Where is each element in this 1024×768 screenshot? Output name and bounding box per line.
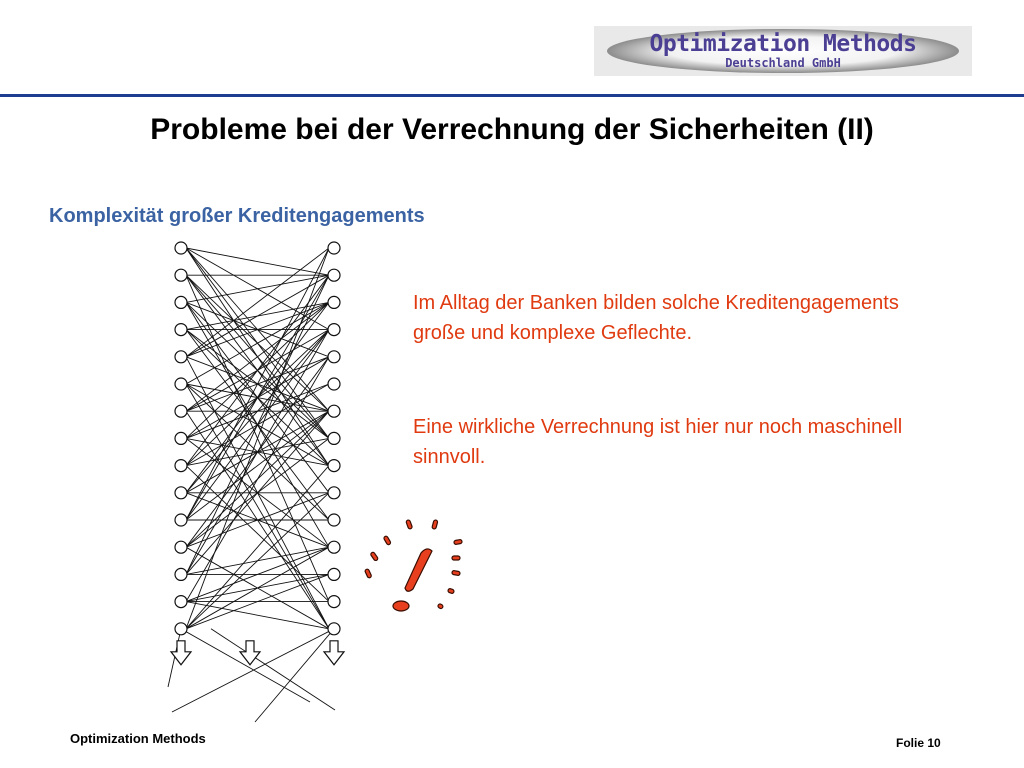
network-edge bbox=[186, 275, 329, 574]
company-logo bbox=[594, 26, 972, 76]
network-edge bbox=[186, 302, 329, 411]
spark-5 bbox=[432, 520, 438, 530]
spark-3 bbox=[383, 536, 391, 546]
network-node-right bbox=[328, 596, 340, 608]
network-node-right bbox=[328, 487, 340, 499]
spark-4 bbox=[406, 520, 413, 530]
logo-subtitle: Deutschland GmbH bbox=[725, 56, 841, 70]
network-edge bbox=[186, 384, 329, 629]
network-node-left bbox=[175, 296, 187, 308]
network-edge bbox=[186, 275, 329, 357]
network-node-right bbox=[328, 351, 340, 363]
network-edge bbox=[186, 466, 329, 629]
network-node-right bbox=[328, 242, 340, 254]
slide-title: Probleme bei der Verrechnung der Sicherheiten (II) bbox=[150, 113, 874, 146]
network-node-left bbox=[175, 623, 187, 635]
body-paragraph-1: Im Alltag der Banken bilden solche Kreditengagements große und komplexe Geflechte. bbox=[413, 292, 899, 344]
network-node-left bbox=[175, 324, 187, 336]
network-node-right bbox=[328, 378, 340, 390]
network-node-left bbox=[175, 514, 187, 526]
network-edge bbox=[186, 302, 329, 384]
spark-6 bbox=[454, 539, 463, 544]
network-node-right bbox=[328, 432, 340, 444]
spark-9 bbox=[447, 588, 454, 594]
header-rule bbox=[0, 94, 1024, 97]
network-edge bbox=[255, 629, 334, 722]
network-node-right bbox=[328, 296, 340, 308]
exclamation-mark-icon bbox=[350, 512, 480, 622]
spark-1 bbox=[364, 569, 371, 579]
network-edge bbox=[211, 629, 335, 710]
section-subtitle: Komplexität großer Kreditengagements bbox=[49, 205, 425, 227]
down-arrow-icon bbox=[240, 641, 260, 665]
network-node-right bbox=[328, 541, 340, 553]
spark-2 bbox=[370, 552, 378, 562]
spark-10 bbox=[437, 603, 443, 609]
network-node-left bbox=[175, 351, 187, 363]
network-edge bbox=[186, 248, 329, 275]
network-node-right bbox=[328, 460, 340, 472]
network-edge bbox=[186, 248, 329, 629]
network-node-left bbox=[175, 378, 187, 390]
network-edge bbox=[186, 466, 329, 602]
network-node-left bbox=[175, 541, 187, 553]
network-node-right bbox=[328, 405, 340, 417]
network-node-right bbox=[328, 324, 340, 336]
network-node-left bbox=[175, 269, 187, 281]
footer-page-number: Folie 10 bbox=[896, 736, 941, 750]
footer-company: Optimization Methods bbox=[70, 731, 206, 746]
network-edge bbox=[181, 629, 310, 702]
spark-8 bbox=[452, 570, 461, 575]
network-node-left bbox=[175, 432, 187, 444]
network-node-left bbox=[175, 596, 187, 608]
network-edge bbox=[186, 493, 329, 629]
network-node-left bbox=[175, 242, 187, 254]
network-node-left bbox=[175, 568, 187, 580]
down-arrow-icon bbox=[324, 641, 344, 665]
network-diagram bbox=[160, 232, 360, 727]
exclamation-dot bbox=[393, 601, 409, 611]
network-edge bbox=[186, 330, 329, 575]
body-paragraph-2: Eine wirkliche Verrechnung ist hier nur noch maschinell sinnvoll. bbox=[413, 416, 903, 468]
network-node-left bbox=[175, 405, 187, 417]
network-edge bbox=[186, 602, 329, 629]
network-node-right bbox=[328, 514, 340, 526]
logo-title: Optimization Methods bbox=[649, 31, 917, 57]
exclamation-stroke bbox=[405, 549, 432, 591]
network-node-right bbox=[328, 623, 340, 635]
network-node-left bbox=[175, 487, 187, 499]
network-node-right bbox=[328, 568, 340, 580]
spark-7 bbox=[452, 556, 460, 560]
network-edge bbox=[186, 248, 329, 357]
network-edge bbox=[186, 411, 329, 520]
network-node-left bbox=[175, 460, 187, 472]
network-node-right bbox=[328, 269, 340, 281]
